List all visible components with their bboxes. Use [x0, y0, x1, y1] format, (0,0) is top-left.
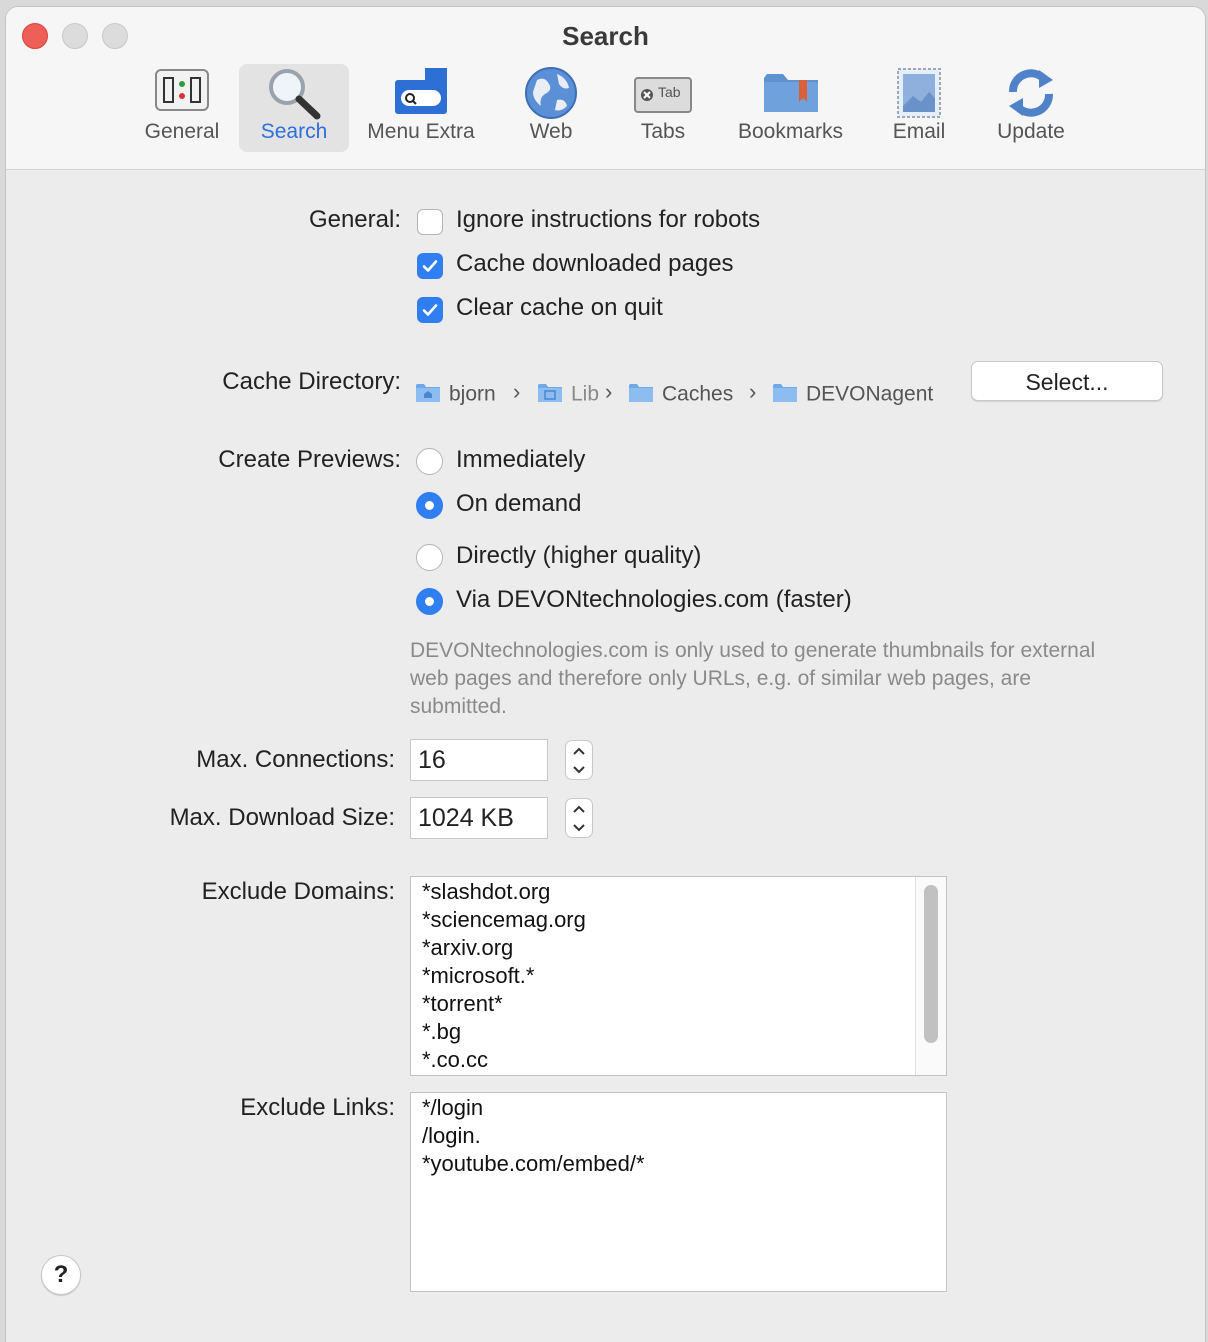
- folder-icon: [628, 381, 654, 409]
- cache-directory-label: Cache Directory:: [222, 368, 401, 395]
- tab-tabs[interactable]: [618, 64, 708, 152]
- preview-immediately-radio[interactable]: [416, 448, 443, 475]
- preview-via-devon-label: Via DEVONtechnologies.com (faster): [456, 586, 852, 613]
- ignore-robots-checkbox[interactable]: [417, 209, 443, 235]
- preview-immediately-label: Immediately: [456, 446, 586, 473]
- general-label: General:: [308, 206, 401, 233]
- tab-tabs-label: Tabs: [640, 120, 686, 143]
- path-item-label: Lib: [571, 382, 600, 406]
- list-item: */login: [422, 1095, 484, 1120]
- help-button[interactable]: ?: [41, 1255, 81, 1295]
- tab-general[interactable]: [132, 64, 232, 152]
- folder-icon: [772, 381, 798, 409]
- chevron-down-icon: [572, 765, 586, 774]
- chevron-up-icon: [572, 747, 586, 756]
- bookmark-folder-icon: [761, 66, 821, 121]
- path-item-label: Caches: [662, 382, 734, 406]
- titlebar: [6, 7, 1205, 170]
- tab-bookmarks-label: Bookmarks: [737, 120, 844, 143]
- chevron-right-icon: ›: [513, 379, 521, 404]
- cache-pages-checkbox[interactable]: [417, 253, 443, 279]
- list-item: *youtube.com/embed/*: [422, 1151, 645, 1176]
- magnifier-icon: [264, 66, 324, 125]
- tab-email[interactable]: [874, 64, 964, 152]
- list-item: *.bg: [422, 1019, 462, 1044]
- preview-directly-label: Directly (higher quality): [456, 542, 702, 569]
- tab-email-label: Email: [892, 120, 946, 143]
- max-connections-stepper[interactable]: [565, 740, 593, 780]
- tab-menu-extra-label: Menu Extra: [367, 120, 475, 143]
- preview-directly-radio[interactable]: [416, 544, 443, 571]
- path-control-item[interactable]: [628, 381, 733, 409]
- tab-icon: [633, 66, 693, 106]
- preferences-window: [6, 7, 1205, 1342]
- exclude-domains-textarea[interactable]: [410, 876, 947, 1076]
- preview-on-demand-radio[interactable]: [416, 492, 443, 519]
- tab-update-label: Update: [997, 120, 1065, 143]
- exclude-links-textarea[interactable]: [410, 1092, 947, 1292]
- stamp-icon: [895, 66, 943, 125]
- checkmark-icon: [421, 301, 439, 319]
- checkmark-icon: [421, 257, 439, 275]
- max-connections-field[interactable]: 16: [410, 739, 548, 781]
- path-control-item[interactable]: [772, 381, 933, 409]
- menu-extra-icon: [391, 66, 451, 121]
- tab-search-label: Search: [260, 120, 328, 143]
- list-item: *torrent*: [422, 991, 503, 1016]
- home-folder-icon: [415, 381, 441, 409]
- preview-note: DEVONtechnologies.com is only used to generate thumbnails for external web pages and therefore only URLs, e.g. of similar web pages, are submitted.: [410, 639, 1096, 718]
- chevron-down-icon: [572, 823, 586, 832]
- ignore-robots-label: Ignore instructions for robots: [456, 206, 761, 233]
- max-download-size-label: Max. Download Size:: [169, 804, 395, 831]
- tab-web-label: Web: [529, 120, 573, 143]
- window-title: Search: [562, 21, 649, 51]
- tab-icon-text: Tab: [658, 84, 681, 100]
- path-item-label: DEVONagent: [806, 382, 934, 406]
- refresh-icon: [1003, 66, 1059, 125]
- tab-search[interactable]: [239, 64, 349, 152]
- tab-web[interactable]: [506, 64, 596, 152]
- globe-icon: [523, 66, 579, 125]
- path-control-item[interactable]: [537, 381, 599, 409]
- cache-pages-label: Cache downloaded pages: [456, 250, 734, 277]
- exclude-domains-label: Exclude Domains:: [201, 878, 395, 905]
- max-download-size-stepper[interactable]: [565, 798, 593, 838]
- list-item: *slashdot.org: [422, 879, 551, 904]
- clear-cache-checkbox[interactable]: [417, 297, 443, 323]
- clear-cache-label: Clear cache on quit: [456, 294, 663, 321]
- list-item: *microsoft.*: [422, 963, 535, 988]
- list-item: *sciencemag.org: [422, 907, 586, 932]
- tab-general-label: General: [144, 120, 220, 143]
- list-item: *.co.cc: [422, 1047, 489, 1072]
- chevron-right-icon: ›: [749, 379, 757, 404]
- list-item: *arxiv.org: [422, 935, 514, 960]
- tab-update[interactable]: [981, 64, 1081, 152]
- list-item: /login.: [422, 1123, 481, 1148]
- create-previews-label: Create Previews:: [218, 446, 401, 473]
- path-control-item[interactable]: [415, 381, 496, 409]
- tab-menu-extra[interactable]: [356, 64, 486, 152]
- chevron-right-icon: ›: [605, 379, 613, 404]
- library-folder-icon: [537, 381, 563, 409]
- scrollbar-thumb[interactable]: [924, 885, 938, 1043]
- general-icon: [153, 66, 211, 119]
- tab-bookmarks[interactable]: [728, 64, 853, 152]
- chevron-up-icon: [572, 805, 586, 814]
- path-item-label: bjorn: [449, 382, 496, 406]
- max-download-size-field[interactable]: 1024 KB: [410, 797, 548, 839]
- exclude-links-label: Exclude Links:: [240, 1094, 395, 1121]
- select-directory-button[interactable]: Select...: [971, 361, 1163, 401]
- preview-on-demand-label: On demand: [456, 490, 582, 517]
- max-connections-label: Max. Connections:: [196, 746, 395, 773]
- preview-via-devon-radio[interactable]: [416, 588, 443, 615]
- scrollbar[interactable]: [915, 877, 946, 1075]
